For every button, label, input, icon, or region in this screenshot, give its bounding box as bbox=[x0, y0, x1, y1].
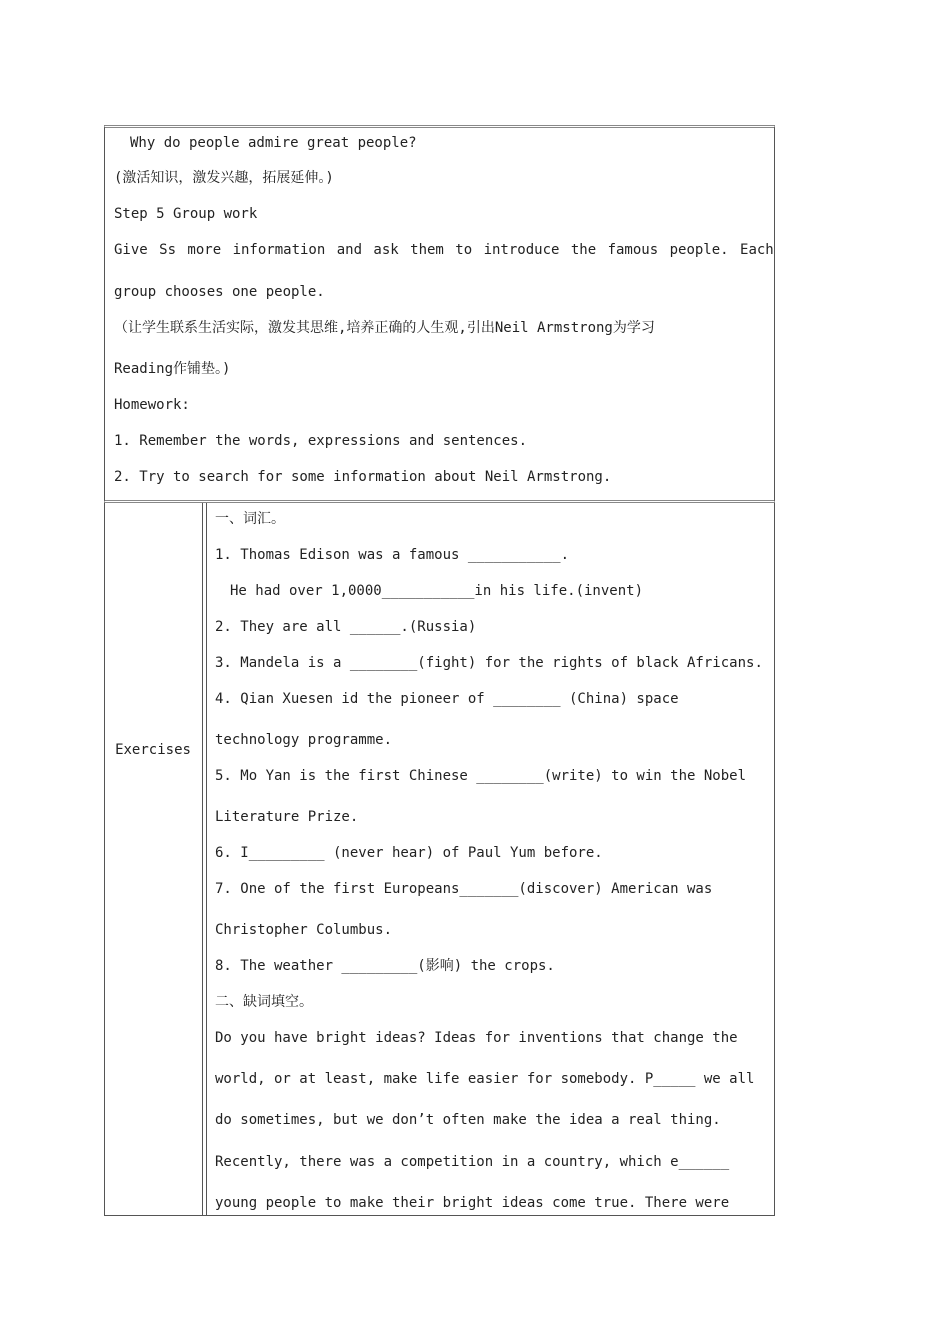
note-line-cont: Reading作铺垫。) bbox=[114, 361, 231, 377]
exercise-item: 1. Thomas Edison was a famous ___________. bbox=[215, 547, 570, 563]
exercise-item-cont: He had over 1,0000___________in his life.(invent) bbox=[230, 583, 644, 599]
column-divider bbox=[202, 503, 203, 1216]
exercise-item: 5. Mo Yan is the first Chinese ________(write) to win the Nobel bbox=[215, 768, 747, 784]
exercise-item-cont: Christopher Columbus. bbox=[215, 922, 393, 938]
passage-line: world, or at least, make life easier for somebody. P_____ we all bbox=[215, 1071, 755, 1087]
note-line: (激活知识，激发兴趣，拓展延伸。) bbox=[114, 170, 334, 186]
exercise-item: 4. Qian Xuesen id the pioneer of ________ (China) space bbox=[215, 691, 679, 707]
passage-line: young people to make their bright ideas come true. There were bbox=[215, 1195, 730, 1211]
section-heading: 二、缺词填空。 bbox=[215, 994, 313, 1010]
instruction-line-cont: group chooses one people. bbox=[114, 284, 325, 300]
exercises-label: Exercises bbox=[115, 742, 191, 758]
passage-line: Recently, there was a competition in a country, which e______ bbox=[215, 1154, 730, 1170]
section-heading: 一、词汇。 bbox=[215, 511, 285, 527]
passage-line: Do you have bright ideas? Ideas for inventions that change the bbox=[215, 1030, 738, 1046]
passage-line: do sometimes, but we don’t often make the idea a real thing. bbox=[215, 1112, 721, 1128]
exercise-item-cont: technology programme. bbox=[215, 732, 393, 748]
note-line: （让学生联系生活实际，激发其思维,培养正确的人生观,引出Neil Armstrong为学习 bbox=[114, 320, 655, 336]
homework-item: 1. Remember the words, expressions and sentences. bbox=[114, 433, 528, 449]
exercise-item: 2. They are all ______.(Russia) bbox=[215, 619, 477, 635]
instruction-line: Give Ss more information and ask them to introduce the famous people. Each bbox=[114, 242, 774, 258]
homework-heading: Homework: bbox=[114, 397, 190, 413]
exercise-item: 3. Mandela is a ________(fight) for the rights of black Africans. bbox=[215, 655, 763, 671]
homework-item: 2. Try to search for some information about Neil Armstrong. bbox=[114, 469, 612, 485]
column-divider-inner bbox=[206, 503, 207, 1216]
exercise-item: 6. I_________ (never hear) of Paul Yum before. bbox=[215, 845, 603, 861]
exercise-item: 7. One of the first Europeans_______(discover) American was bbox=[215, 881, 713, 897]
question-line: Why do people admire great people? bbox=[130, 135, 417, 151]
exercise-item-cont: Literature Prize. bbox=[215, 809, 359, 825]
exercise-item: 8. The weather _________(影响) the crops. bbox=[215, 958, 555, 974]
step-heading: Step 5 Group work bbox=[114, 206, 258, 222]
